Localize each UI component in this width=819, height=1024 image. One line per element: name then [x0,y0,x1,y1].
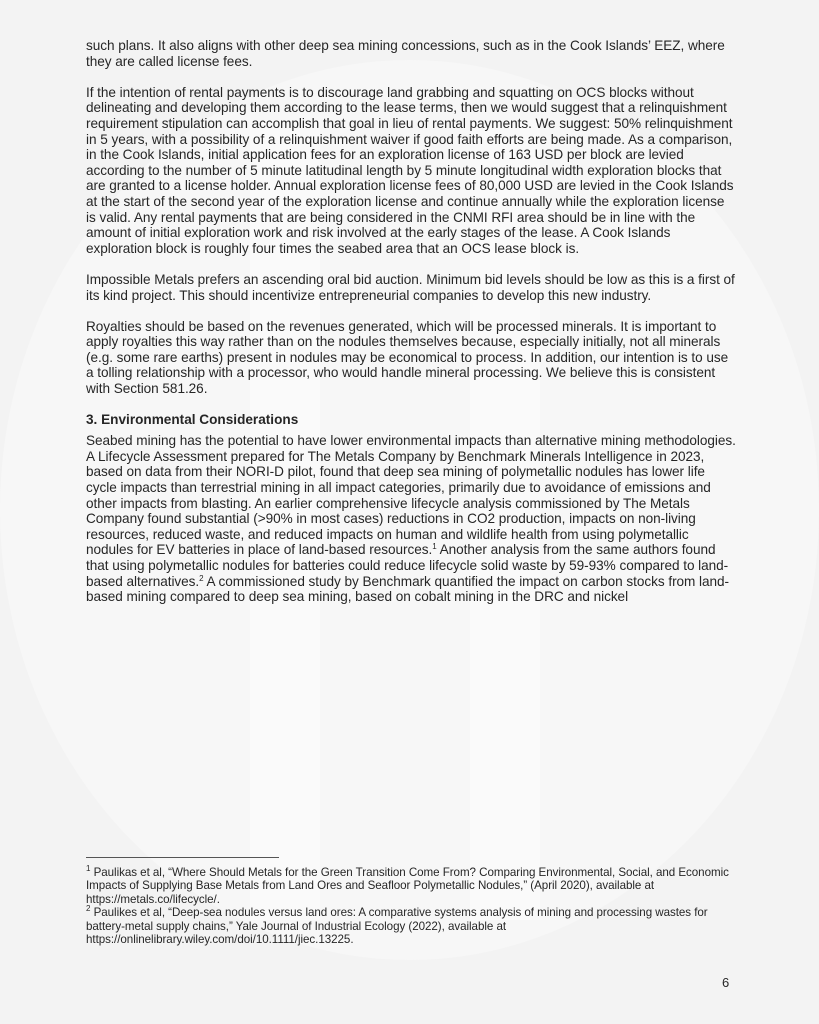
footnote-number: 1 [86,864,91,873]
footnote-number: 2 [86,904,91,914]
page-number: 6 [722,975,730,990]
section-heading: 3. Environmental Considerations [86,412,299,428]
footnote-text: Paulikes et al, “Deep-sea nodules versus land ores: A comparative systems analysis of mining and processing wastes for battery-metal supply chains,” Yale Journal of Industrial Ecology (2022), available at https://onlinelibrary.wiley.com/doi/10.1111/jiec.13225. [86,906,708,947]
environmental-text-part2: Another analysis from the same authors found that using polymetallic nodules for batteries could reduce lifecycle solid waste by 59-93% compared to land-based alternatives. [86,542,729,589]
paragraph-bid-auction: Impossible Metals prefers an ascending oral bid auction. Minimum bid levels should be low as this is a first of its kind project. This should incentivize entrepreneurial companies to develop this new industry. [86,271,735,303]
paragraph-royalties: Royalties should be based on the revenues generated, which will be processed minerals. It is important to apply royalties this way rather than on the nodules themselves because, especially initially, not all minerals (e.g. some rare earths) present in nodules may be economical to process. In addition, our intention is to use a tolling relationship with a processor, who would handle mineral processing. We believe this is consistent with Section 581.26. [86,318,729,397]
footnotes [86,857,736,946]
footnote-2 [86,906,736,946]
footnote-ref-1[interactable]: 1 [432,542,437,552]
paragraph-license-fees: such plans. It also aligns with other deep sea mining concessions, such as in the Cook Islands’ EEZ, where they are called license fees. [86,38,725,69]
paragraph-rental-payments: If the intention of rental payments is to discourage land grabbing and squatting on OCS blocks without delineating and developing them according to the lease terms, then we would suggest that a relinquishment requirement stipulation can accomplish that goal in lieu of rental payments. We suggest: 50% relinquishment in 5 years, with a possibility of a relinquishment waiver if good faith efforts are being made. As a comparison, in the Cook Islands, initial application fees for an exploration license of 163 USD per block are levied according to the number of 5 minute latitudinal length by 5 minute longitudinal width exploration blocks that are granted to a license holder. Annual exploration license fees of 80,000 USD are levied in the Cook Islands at the start of the second year of the exploration license and continue annually while the exploration license is valid. Any rental payments that are being considered in the CNMI RFI area should be in line with the amount of initial exploration work and risk involved at the early stages of the lease. A Cook Islands exploration block is roughly four times the seabed area that an OCS lease block is. [86,84,734,256]
environmental-text-part3: A commissioned study by Benchmark quantified the impact on carbon stocks from land-based mining compared to deep sea mining, based on cobalt mining in the DRC and nickel [86,573,730,605]
paragraph-environmental [86,433,736,605]
environmental-text-part1: Seabed mining has the potential to have lower environmental impacts than alternative mining methodologies. A Lifecycle Assessment prepared for The Metals Company by Benchmark Minerals Intelligence in 2023, based on data from their NORI-D pilot, found that deep sea mining of polymetallic nodules has lower life cycle impacts than terrestrial mining in all impact categories, primarily due to avoidance of emissions and other impacts from blasting. An earlier comprehensive lifecycle analysis commissioned by The Metals Company found substantial (>90% in most cases) reductions in CO2 production, impacts on non-living resources, reduced waste, and reduced impacts on human and wildlife health from using polymetallic nodules for EV batteries in place of land-based resources. [86,433,736,558]
footnote-1 [86,866,736,906]
document-body [86,38,736,605]
footnote-text: Paulikas et al, “Where Should Metals for the Green Transition Come From? Comparing Environmental, Social, and Economic Impacts of Supplying Base Metals from Land Ores and Seafloor Polymetallic Nodules,” (April 2020), available at https://metals.co/lifecycle/. [86,866,729,906]
footnote-ref-2[interactable]: 2 [199,573,204,583]
footnote-divider [86,857,279,858]
